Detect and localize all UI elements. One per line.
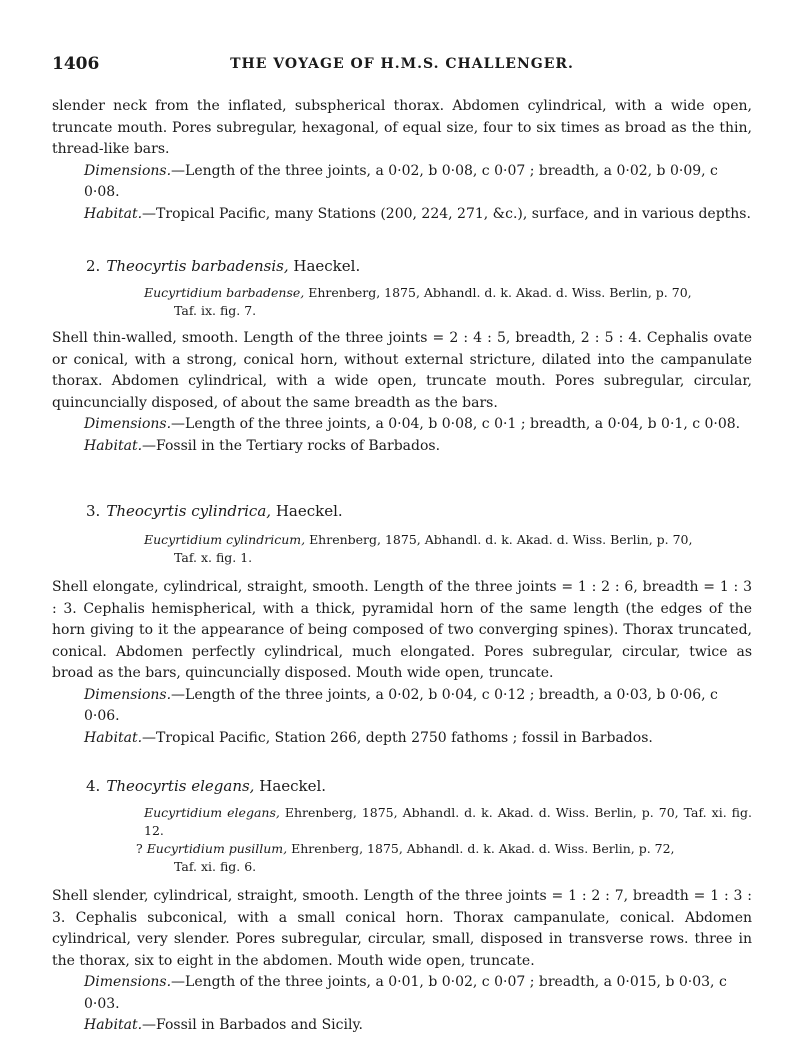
dimensions-text: —Length of the three joints, a 0·04, b 0·08, c 0·1 ; breadth, a 0·04, b 0·1, c 0·08. [171, 416, 741, 432]
dimensions-label: Dimensions. [84, 162, 172, 179]
uncertain-mark: ? [136, 841, 143, 856]
species-name: Theocyrtis barbadensis, [106, 257, 289, 275]
synonym-reference [52, 531, 752, 549]
synonym-citation-cont: Taf. ix. fig. 7. [174, 303, 257, 318]
synonym-reference-2 [52, 840, 752, 858]
species-habitat [52, 728, 752, 750]
dimensions-label: Dimensions. [84, 974, 172, 990]
habitat-label: Habitat. [84, 205, 143, 222]
species-habitat [52, 1015, 752, 1037]
species-dimensions [52, 685, 752, 728]
species-dimensions [52, 972, 752, 1015]
habitat-label: Habitat. [84, 729, 143, 746]
synonym-citation: Ehrenberg, 1875, Abhandl. d. k. Akad. d. Wiss. Berlin, p. 70, [309, 532, 693, 547]
species-entry [52, 775, 752, 1037]
habitat-text: —Fossil in Barbados and Sicily. [142, 1017, 363, 1033]
habitat-label: Habitat. [84, 437, 143, 454]
dimensions-text: —Length of the three joints, a 0·02, b 0·04, c 0·12 ; breadth, a 0·03, b 0·06, c 0·06. [84, 686, 718, 724]
species-description: Shell slender, cylindrical, straight, smooth. Length of the three joints = 1 : 2 : 7, breadth = 1 : 3 : 3. Cephalis subconical, with a small conical horn. Thorax campanulate, conical. Abdomen cylindrical, very slender. Pores subregular, circular, small, disposed in transverse rows. three in the thorax, six to eight in the abdomen. Mouth wide open, truncate. [52, 888, 752, 969]
species-number: 3. [86, 502, 101, 520]
species-description: Shell elongate, cylindrical, straight, smooth. Length of the three joints = 1 : 2 : 6, breadth = 1 : 3 : 3. Cephalis hemispherical, with a thick, pyramidal horn of the same length (the edges of the horn giving to it the appearance of being composed of two converging spines). Thorax truncated, conical. Abdomen perfectly cylindrical, much elongated. Pores subregular, circular, twice as broad as the bars, quincuncially disposed. Mouth wide open, truncate. [52, 579, 752, 681]
synonym-citation-cont: Taf. xi. fig. 6. [174, 859, 257, 874]
species-number: 2. [86, 257, 101, 275]
habitat-text: —Fossil in the Tertiary rocks of Barbados. [142, 437, 441, 454]
page-header [52, 54, 752, 78]
synonym-reference [52, 804, 752, 840]
species-heading [52, 775, 752, 797]
continuation-habitat [52, 204, 752, 226]
species-dimensions [52, 414, 752, 436]
habitat-text: —Tropical Pacific, many Stations (200, 224, 271, &c.), surface, and in various depths. [142, 205, 751, 222]
species-heading [52, 500, 752, 522]
synonym-name: Eucyrtidium cylindricum, [144, 532, 306, 547]
synonym-citation: Ehrenberg, 1875, Abhandl. d. k. Akad. d. Wiss. Berlin, p. 70, Taf. xi. fig. 12. [144, 805, 752, 838]
synonym-reference [52, 284, 752, 302]
synonym-citation-cont: Taf. x. fig. 1. [174, 550, 253, 565]
dimensions-text: —Length of the three joints, a 0·02, b 0·08, c 0·07 ; breadth, a 0·02, b 0·09, c 0·08. [84, 162, 718, 200]
species-description: Shell thin-walled, smooth. Length of the three joints = 2 : 4 : 5, breadth, 2 : 5 : 4. Cephalis ovate or conical, with a strong, conical horn, without external stricture, dilated into the campanulate thorax. Abdomen cylindrical, with a wide open, truncate mouth. Pores subregular, circular, quincuncially disposed, of about the same breadth as the bars. [52, 330, 752, 411]
synonym-citation: Ehrenberg, 1875, Abhandl. d. k. Akad. d. Wiss. Berlin, p. 70, [308, 285, 692, 300]
running-title: THE VOYAGE OF H.M.S. CHALLENGER. [230, 56, 574, 72]
continuation-dimensions [52, 161, 752, 204]
continuation-section [52, 96, 752, 225]
dimensions-label: Dimensions. [84, 416, 172, 432]
continuation-description: slender neck from the inflated, subspherical thorax. Abdomen cylindrical, with a wide open, truncate mouth. Pores subregular, hexagonal, of equal size, four to six times as broad as the thin, thread-like bars. [52, 98, 752, 157]
synonym-name: Eucyrtidium barbadense, [144, 285, 305, 300]
synonym-name: Eucyrtidium elegans, [144, 805, 280, 820]
species-entry [52, 500, 752, 749]
species-number: 4. [86, 777, 101, 795]
dimensions-label: Dimensions. [84, 686, 172, 703]
species-author: Haeckel. [259, 777, 327, 795]
habitat-text: —Tropical Pacific, Station 266, depth 2750 fathoms ; fossil in Barbados. [142, 729, 653, 746]
synonym-citation: Ehrenberg, 1875, Abhandl. d. k. Akad. d. Wiss. Berlin, p. 72, [291, 841, 675, 856]
species-author: Haeckel. [275, 502, 343, 520]
species-name: Theocyrtis elegans, [106, 777, 255, 795]
dimensions-text: —Length of the three joints, a 0·01, b 0·02, c 0·07 ; breadth, a 0·015, b 0·03, c 0·03. [84, 974, 727, 1012]
synonym-name: Eucyrtidium pusillum, [146, 841, 288, 856]
species-habitat [52, 436, 752, 458]
species-author: Haeckel. [293, 257, 361, 275]
species-heading [52, 255, 752, 277]
species-entry [52, 255, 752, 457]
species-name: Theocyrtis cylindrica, [106, 502, 272, 520]
habitat-label: Habitat. [84, 1017, 143, 1033]
page-number: 1406 [52, 54, 100, 74]
